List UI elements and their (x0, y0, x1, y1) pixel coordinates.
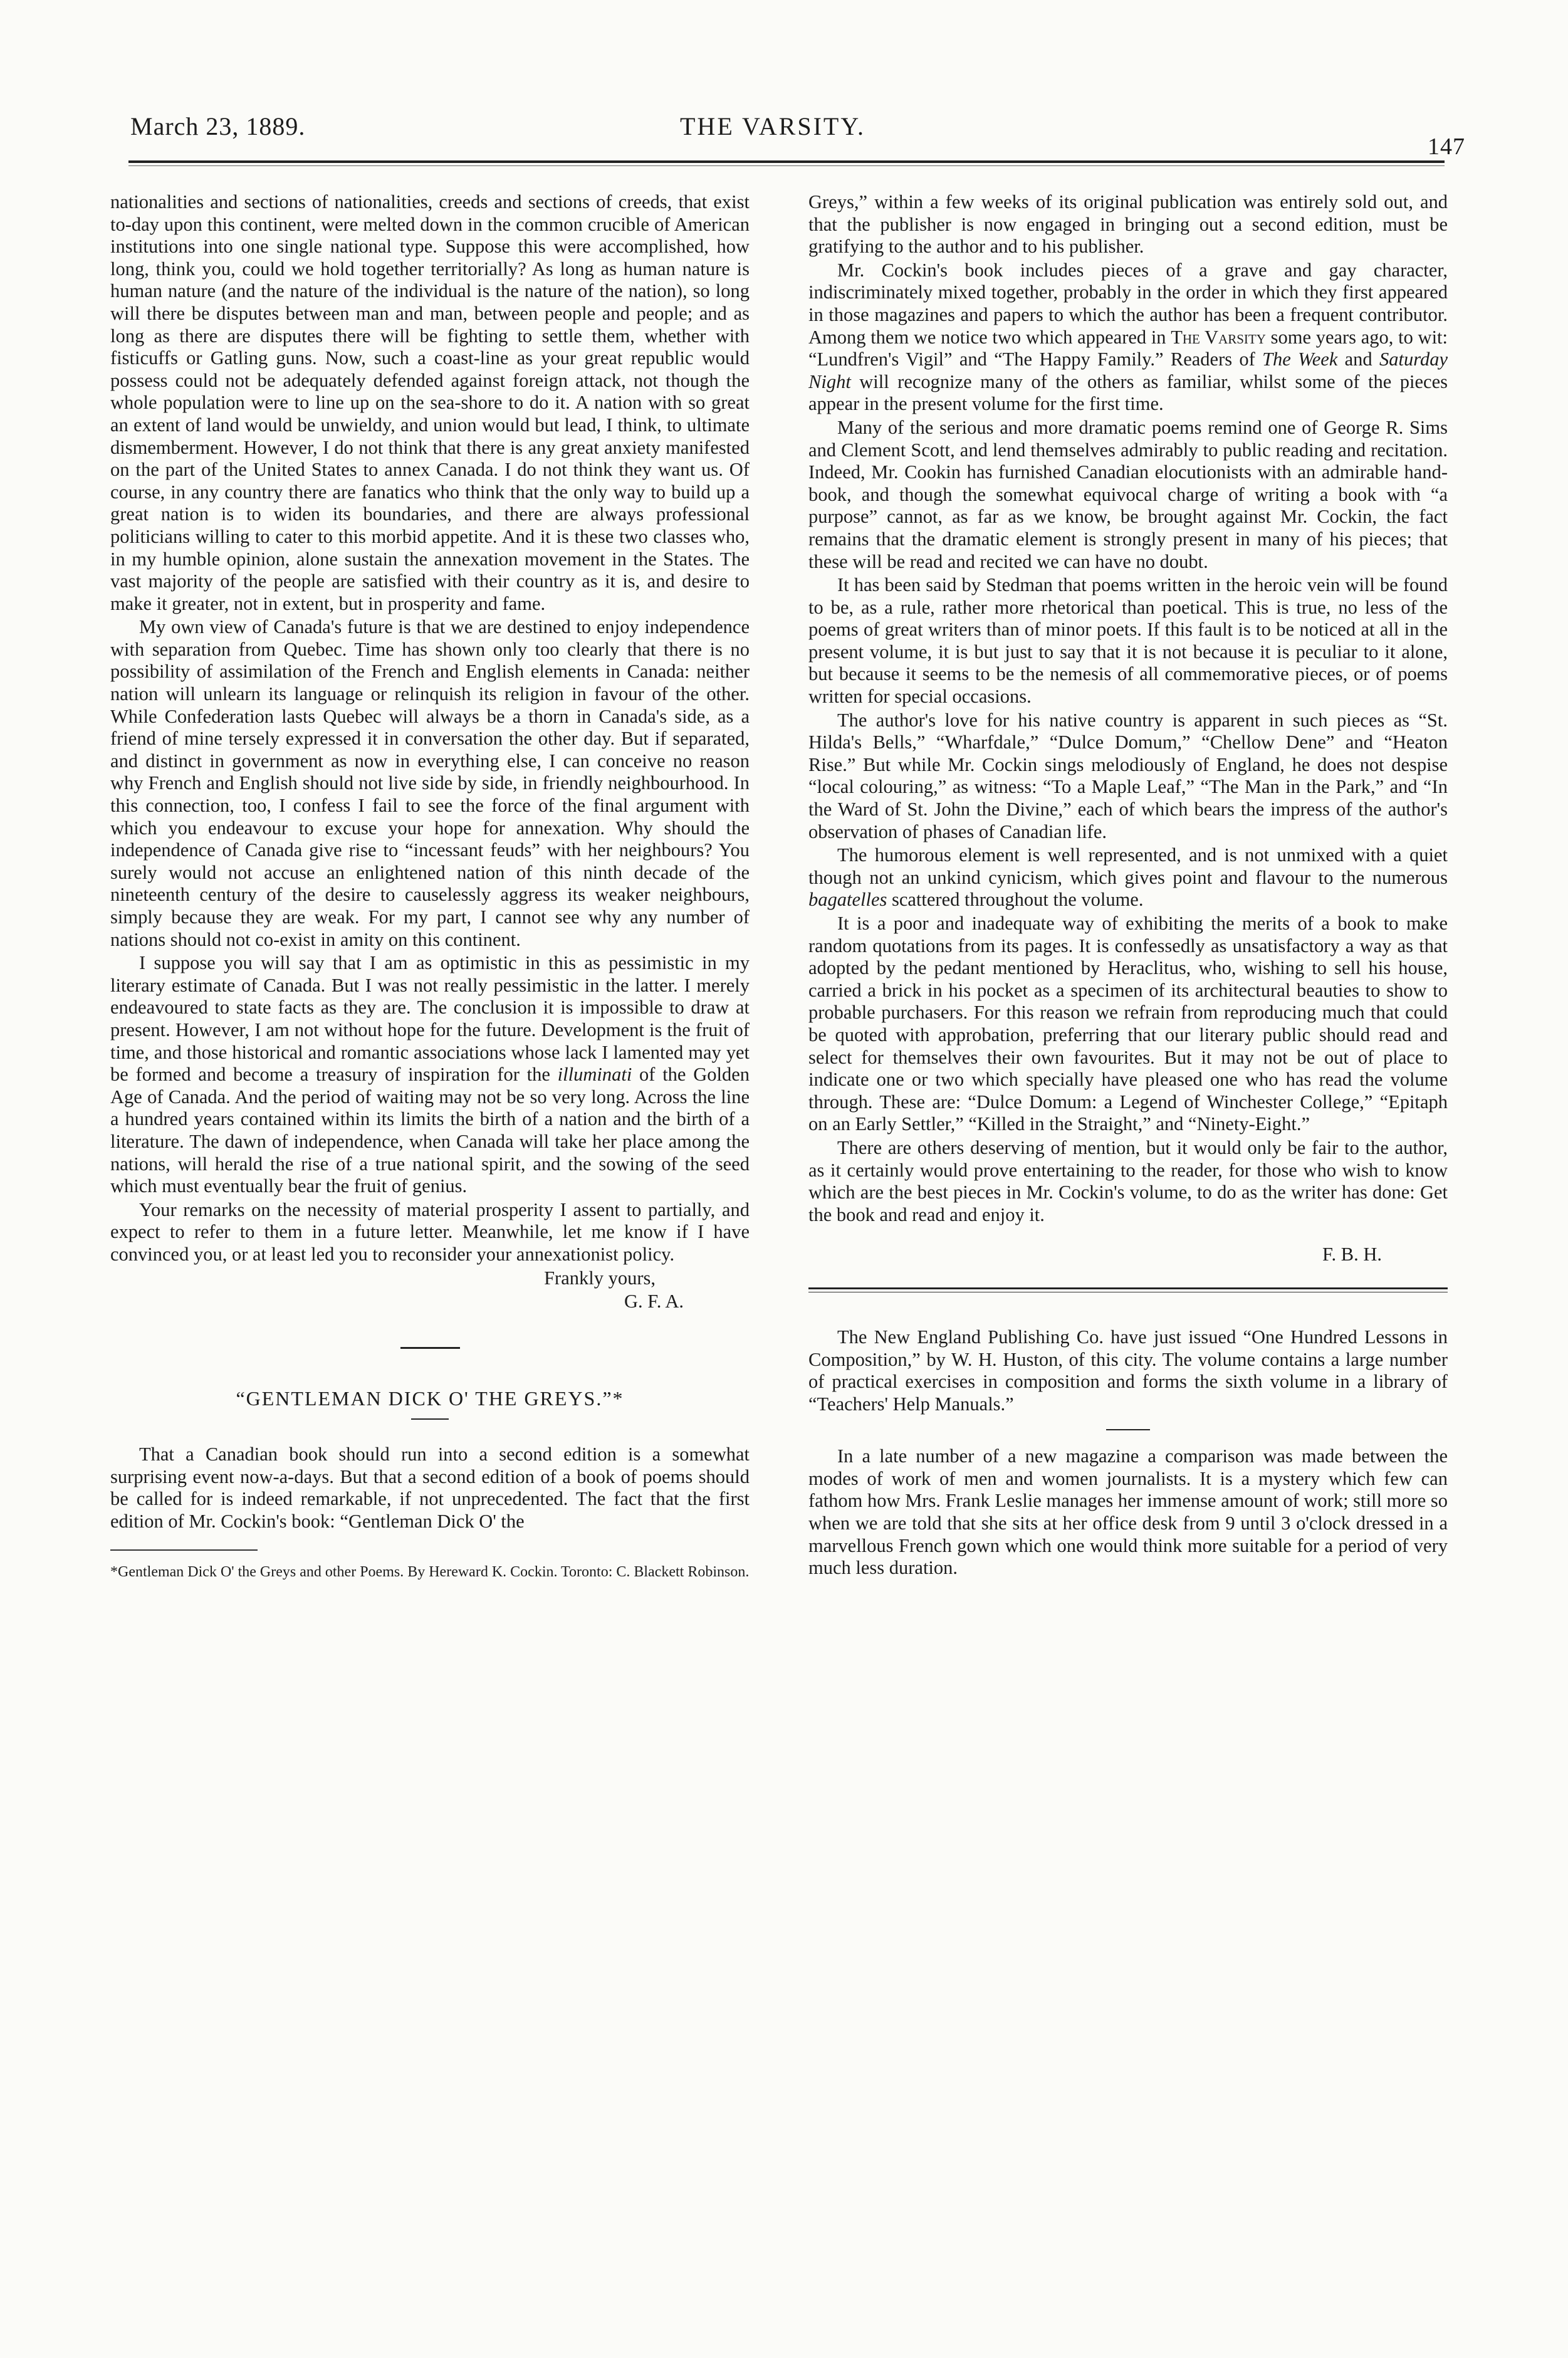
review-paragraph-8: It is a poor and inadequate way of exhibiting the merits of a book to make random quotations from its pages. It is confessedly as unsatisfactory a way as that adopted by the pedant mentioned by Heraclitus, who, wishing to sell his house, carried a brick in his pocket as a specimen of its architectural beauties to show to probable purchasers. For this reason we refrain from reproducing much that could be quoted with approbation, preferring that our literary public should read and select for themselves their own favourites. But it may not be out of place to indicate one or two which specially have pleased one who has read the volume through. These are: “Dulce Domum: a Legend of Winchester College,” “Epitaph on an Early Settler,” “Killed in the Straight,” and “Ninety-Eight.” (808, 913, 1448, 1135)
masthead-title: THE VARSITY. (680, 112, 866, 140)
letter-signature: G. F. A. (624, 1291, 684, 1313)
review-paragraph-3-italic-1: The Week (1262, 348, 1338, 370)
letter-paragraph-4: Your remarks on the necessity of material prosperity I assent to partially, and expect to refer to them in a future letter. Meanwhile, let me know if I have convinced you, or at least led you to reconsider your annexationist policy. (110, 1198, 750, 1265)
review-paragraph-3-text-a: Mr. Cockin's book includes pieces of a grave and gay character, indiscriminately mixed together, probably in the order in which they first appeared in those magazines and papers to which the author has been a frequent contributor. Among them we notice two which appeared in (808, 259, 1448, 348)
letter-paragraph-3-text-a: I suppose you will say that I am as optimistic in this as pessimistic in my literary estimate of Canada. But I was not really pessimistic in the latter. I merely endeavoured to state facts as they are. The conclusion it is impossible to draw at present. However, I am not without hope for the future. Development is the fruit of time, and those historical and romantic associations whose lack I lamented may yet be formed and become a treasury of inspiration for the (110, 952, 750, 1086)
review-paragraph-3-italic-2: Saturday Night (808, 348, 1448, 392)
double-rule (808, 1287, 1448, 1292)
review-paragraph-3-text-b: some years ago, to wit: “Lundfren's Vigil” and “The Happy Family.” Readers of (808, 326, 1448, 370)
letter-paragraph-2: My own view of Canada's future is that we are destined to enjoy independence with separation from Quebec. Time has shown only too clearly that there is no possibility of assimilation of the French and English elements in Canada: neither nation will unlearn its language or relinquish its religion in favour of the other. While Confederation lasts Quebec will always be a thorn in Canada's side, as a friend of mine tersely expressed it in conversation the other day. But if separated, and distinct in government as now in everything else, I can conceive no reason why French and English should not live side by side, in friendly neighbourhood. In this connection, too, I confess I fail to see the force of the final argument with which you endeavour to excuse your hope for annexation. Why should the independence of Canada give rise to “incessant feuds” with her neighbours? You surely would not accuse an enlightened nation of this ninth decade of the nineteenth century of the desire to causelessly aggress its weaker neighbours, simply because they are weak. For my part, I cannot see why any number of nations should not co-exist in amity on this continent. (110, 616, 750, 950)
section-divider (400, 1347, 460, 1349)
review-paragraph-3-text-d: will recognize many of the others as familiar, whilst some of the pieces appear in the present volume for the first time. (808, 370, 1448, 415)
footnote-rule (110, 1549, 258, 1551)
letter-paragraph-3 (110, 952, 750, 1198)
header-rule (128, 160, 1445, 163)
review-paragraph-3-text-c: and (1337, 348, 1379, 370)
right-column (808, 191, 1448, 1580)
letter-paragraph-3-italic: illuminati (557, 1064, 632, 1086)
review-paragraph-3-smallcaps: The Varsity (1171, 326, 1266, 348)
review-paragraph-5: It has been said by Stedman that poems written in the heroic vein will be found to be, as a rule, rather more rhetorical than poetical. This is true, no less of the poems of great writers than of minor poets. If this fault is to be noticed at all in the present volume, it is but just to say that it is not because it is peculiar to it alone, but because it seems to be the nemesis of all commemorative pieces, or of poems written for special occasions. (808, 574, 1448, 708)
note-journalists: In a late number of a new magazine a comparison was made between the modes of work of men and women journalists. It is a mystery which few can fathom how Mrs. Frank Leslie manages her immense amount of work; still more so when we are told that she sits at her office desk from 9 until 3 o'clock dressed in a marvellous French gown which one would think more suitable for a period of very much less duration. (808, 1445, 1448, 1579)
left-column (110, 191, 750, 1581)
letter-closing: Frankly yours, (544, 1267, 656, 1289)
letter-paragraph-1: nationalities and sections of nationalities, creeds and sections of creeds, that exist to-day upon this continent, were melted down in the common crucible of American institutions into one single national type. Suppose this were accomplished, how long, think you, could we hold together territorially? As long as human nature is human nature (and the nature of the individual is the nature of the nation), so long will there be disputes between man and man, between people and people; and as long as there are disputes there will be fighting to settle them, whether with fisticuffs or Gatling guns. Now, such a coast-line as your great republic would possess could not be adequately defended against foreign attack, not though the whole population were to line up on the sea-shore to do it. A nation with so great an extent of land would be unwieldy, and union would but lead, I think, to ultimate dismemberment. However, I do not think that there is any great anxiety manifested on the part of the United States to annex Canada. I do not think they want us. Of course, in any country there are fanatics who think that the only way to build up a great nation is to widen its boundaries, and there are always professional politicians willing to cater to this morbid appetite. And it is these two classes who, in my humble opinion, alone sustain the annexation movement in the States. The vast majority of the people are satisfied with their country as it is, and desire to make it greater, not in extent, but in prosperity and fame. (110, 191, 750, 614)
review-paragraph-7-text-a: The humorous element is well represented, and is not unmixed with a quiet though not an unkind cynicism, which gives point and flavour to the numerous (808, 844, 1448, 888)
review-paragraph-3 (808, 259, 1448, 416)
letter-paragraph-3-text-b: of the Golden Age of Canada. And the period of waiting may not be so very long. Across the line a hundred years contained within its limits the birth of a nation and the birth of a literature. The dawn of independence, when Canada will take her place among the nations, will herald the rise of a true national spirit, and the sowing of the seed which must eventually bear the fruit of genius. (110, 1064, 750, 1197)
issue-date: March 23, 1889. (130, 112, 306, 140)
page-number: 147 (1428, 134, 1465, 160)
review-paragraph-2: Greys,” within a few weeks of its original publication was entirely sold out, and that the publisher is now engaged in bringing out a second edition, must be gratifying to the author and to his publisher. (808, 191, 1448, 258)
review-paragraph-7 (808, 844, 1448, 911)
footnote: *Gentleman Dick O' the Greys and other Poems. By Hereward K. Cockin. Toronto: C. Blackett Robinson. (110, 1563, 750, 1580)
review-paragraph-4: Many of the serious and more dramatic poems remind one of George R. Sims and Clement Scott, and lend themselves admirably to public reading and recitation. Indeed, Mr. Cookin has furnished Canadian elocutionists with an admirable hand-book, and though the somewhat equivocal charge of writing a book with “a purpose” cannot, as far as we know, be brought against Mr. Cockin, the fact remains that the dramatic element is strongly present in many of his pieces; that these will be read and recited we can have no doubt. (808, 416, 1448, 572)
review-paragraph-9: There are others deserving of mention, but it would only be fair to the author, as it certainly would prove entertaining to the reader, for those who wish to know which are the best pieces in Mr. Cockin's volume, to do as the writer has done: Get the book and read and enjoy it. (808, 1136, 1448, 1225)
header-rule-thin (128, 165, 1445, 166)
heading-divider (411, 1418, 449, 1420)
review-paragraph-7-text-b: scattered throughout the volume. (887, 889, 1144, 911)
review-paragraph-7-italic: bagatelles (808, 889, 887, 911)
note-divider (1106, 1429, 1150, 1430)
review-paragraph-6: The author's love for his native country is apparent in such pieces as “St. Hilda's Bells,” “Wharfdale,” “Dulce Domum,” “Chellow Dene” and “Heaton Rise.” But while Mr. Cockin sings melodiously of England, he does not despise “local colouring,” as witness: “To a Maple Leaf,” “The Man in the Park,” and “In the Ward of St. John the Divine,” each of which bears the impress of the author's observation of phases of Canadian life. (808, 709, 1448, 842)
review-initials: F. B. H. (1322, 1244, 1382, 1265)
note-publishing: The New England Publishing Co. have just issued “One Hundred Lessons in Composition,” by W. H. Huston, of this city. The volume contains a large number of practical exercises in composition and forms the sixth volume in a library of “Teachers' Help Manuals.” (808, 1326, 1448, 1415)
review-paragraph-1: That a Canadian book should run into a second edition is a somewhat surprising event now-a-days. But that a second edition of a book of poems should be called for is indeed remarkable, if not unprecedented. The fact that the first edition of Mr. Cockin's book: “Gentleman Dick O' the (110, 1444, 750, 1533)
review-heading: “GENTLEMAN DICK O' THE GREYS.”* (236, 1386, 624, 1410)
